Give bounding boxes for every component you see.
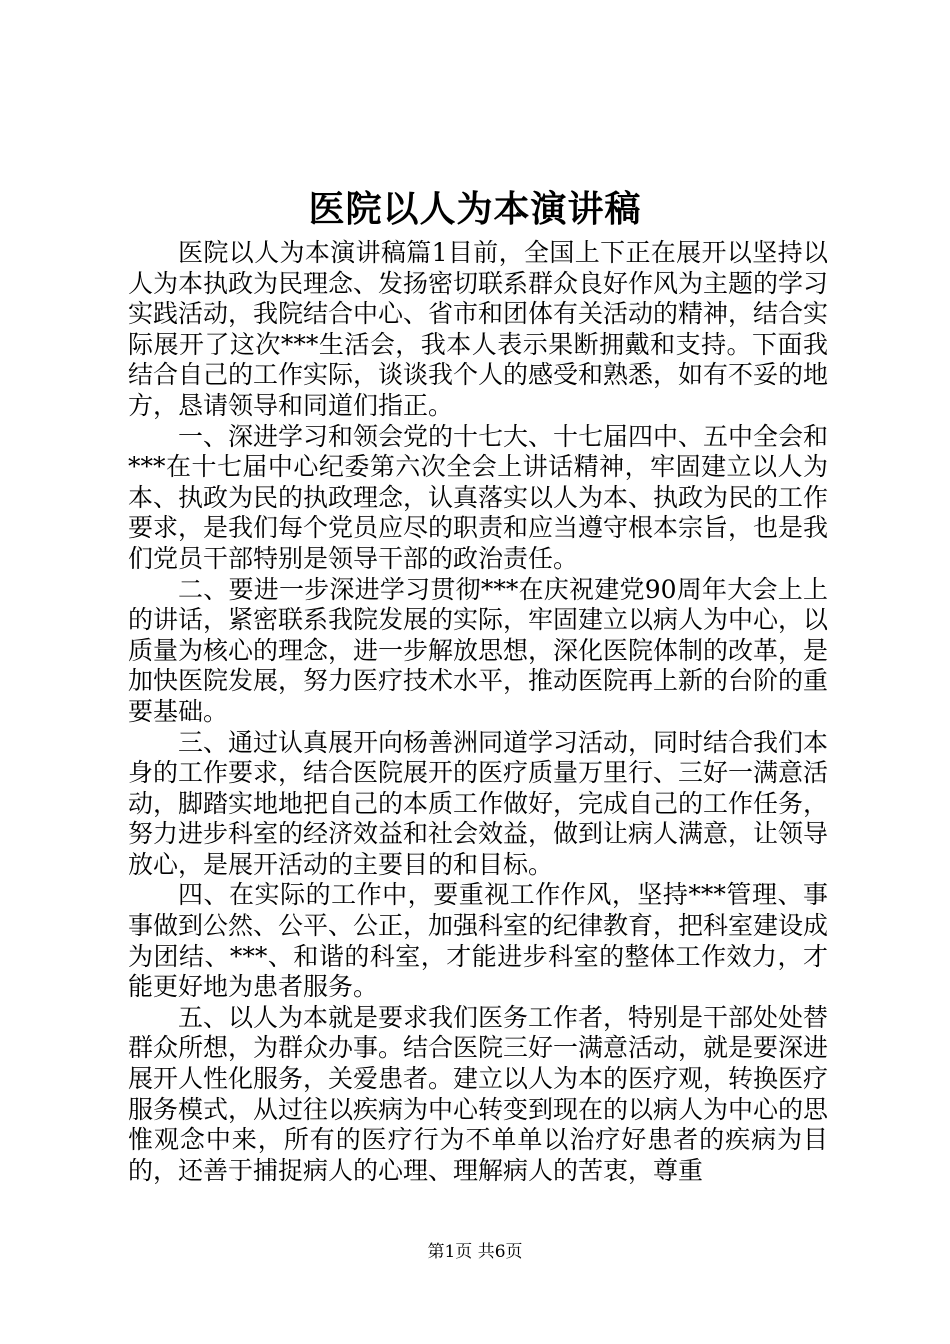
document-body [128,238,828,1186]
paragraph-3: 二、要进一步深进学习贯彻***在庆祝建党90周年大会上上的讲话，紧密联系我院发展的实际，牢固建立以病人为中心，以质量为核心的理念，进一步解放思想，深化医院体制的改革，是加快医院发展，努力医疗技术水平，推动医院再上新的台阶的重要基础。 [128,574,829,726]
paragraph-5: 四、在实际的工作中，要重视工作作风，坚持***管理、事事做到公然、公平、公正，加强科室的纪律教育，把科室建设成为团结、***、和谐的科室，才能进步科室的整体工作效力，才能更好地为患者服务。 [128,880,829,1002]
paragraph-2: 一、深进学习和领会党的十七大、十七届四中、五中全会和***在十七届中心纪委第六次全会上讲话精神，牢固建立以人为本、执政为民的执政理念，认真落实以人为本、执政为民的工作要求，是我们每个党员应尽的职责和应当遵守根本宗旨，也是我们党员干部特别是领导干部的政治责任。 [128,421,829,573]
paragraph-6: 五、以人为本就是要求我们医务工作者，特别是干部处处替群众所想，为群众办事。结合医院三好一满意活动，就是要深进展开人性化服务，关爱患者。建立以人为本的医疗观，转换医疗服务模式，从过往以疾病为中心转变到现在的以病人为中心的思惟观念中来，所有的医疗行为不单单以治疗好患者的疾病为目的，还善于捕捉病人的心理、理解病人的苦衷，尊重 [128,1002,829,1185]
paragraph-1: 医院以人为本演讲稿篇1目前，全国上下正在展开以坚持以人为本执政为民理念、发扬密切联系群众良好作风为主题的学习实践活动，我院结合中心、省市和团体有关活动的精神，结合实际展开了这次***生活会，我本人表示果断拥戴和支持。下面我结合自己的工作实际，谈谈我个人的感受和熟悉，如有不妥的地方，恳请领导和同道们指正。 [128,238,829,420]
document-title: 医院以人为本演讲稿 [308,188,642,230]
page-number-footer: 第1页 共6页 [427,1242,523,1262]
paragraph-4: 三、通过认真展开向杨善洲同道学习活动，同时结合我们本身的工作要求，结合医院展开的医疗质量万里行、三好一满意活动，脚踏实地地把自己的本质工作做好，完成自己的工作任务，努力进步科室的经济效益和社会效益，做到让病人满意，让领导放心，是展开活动的主要目的和目标。 [128,727,829,879]
